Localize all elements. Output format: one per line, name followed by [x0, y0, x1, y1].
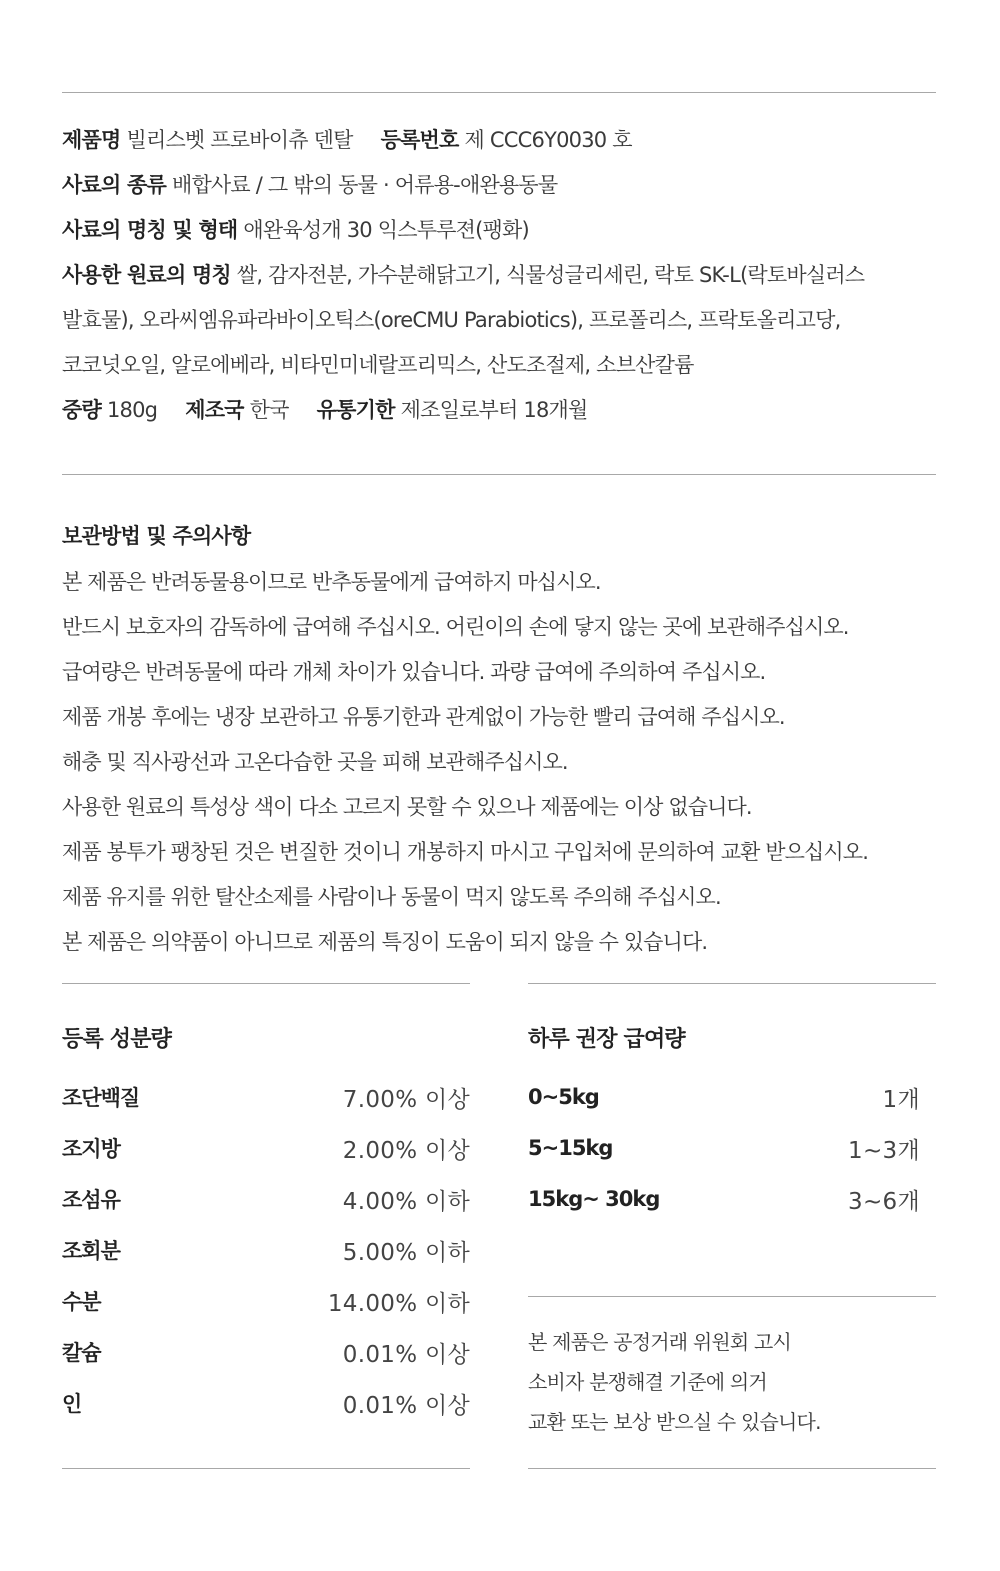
feeding-row: [528, 1182, 920, 1216]
reg-no-label: 등록번호: [380, 128, 459, 152]
nutrient-value: 14.00% 이하: [327, 1290, 470, 1317]
feed-name-label: 사료의 명칭 및 형태: [62, 218, 238, 242]
feed-type-line: [62, 169, 557, 199]
divider-notice-top: [528, 1296, 936, 1297]
nutrient-row: [62, 1335, 470, 1369]
nutrient-row: [62, 1131, 470, 1165]
nutrient-value: 2.00% 이상: [342, 1137, 470, 1164]
storage-title: 보관방법 및 주의사항: [62, 524, 251, 548]
nutrient-row: [62, 1386, 470, 1420]
storage-line: 사용한 원료의 특성상 색이 다소 고르지 못할 수 있으나 제품에는 이상 없습니다.: [62, 795, 752, 819]
storage-line: 급여량은 반려동물에 따라 개체 차이가 있습니다. 과량 급여에 주의하여 주십시오.: [62, 660, 766, 684]
storage-line: 해충 및 직사광선과 고온다습한 곳을 피해 보관해주십시오.: [62, 750, 568, 774]
reg-no-value: 제 CCC6Y0030 호: [464, 128, 632, 152]
country-label: 제조국: [185, 398, 244, 422]
nutrient-name: 조회분: [62, 1239, 120, 1263]
feeding-weight: 15kg~ 30kg: [528, 1187, 660, 1211]
ingredients-label: 사용한 원료의 명칭: [62, 263, 231, 287]
nutrient-name: 조섬유: [62, 1188, 120, 1212]
storage-line: 제품 봉투가 팽창된 것은 변질한 것이니 개봉하지 마시고 구입처에 문의하여 교환 받으십시오.: [62, 840, 868, 864]
divider-nutrients-bottom: [62, 1468, 470, 1469]
feed-type-value: 배합사료 / 그 밖의 동물 · 어류용-애완용동물: [171, 173, 558, 197]
nutrient-row: [62, 1182, 470, 1216]
nutrient-value: 4.00% 이하: [342, 1188, 470, 1215]
storage-line: 본 제품은 의약품이 아니므로 제품의 특징이 도움이 되지 않을 수 있습니다.: [62, 930, 708, 954]
feeding-weight: 5~15kg: [528, 1136, 613, 1160]
feeding-amount: 3~6개: [848, 1188, 920, 1215]
nutrients-title: 등록 성분량: [62, 1027, 172, 1052]
nutrient-value: 0.01% 이상: [342, 1341, 470, 1368]
weight-value: 180g: [106, 398, 158, 422]
notice-line: 교환 또는 보상 받으실 수 있습니다.: [528, 1410, 821, 1434]
weight-label: 중량: [62, 398, 101, 422]
storage-line: 제품 유지를 위한 탈산소제를 사람이나 동물이 먹지 않도록 주의해 주십시오.: [62, 885, 721, 909]
notice-line: 본 제품은 공정거래 위원회 고시: [528, 1330, 791, 1354]
notice-line: 소비자 분쟁해결 기준에 의거: [528, 1370, 767, 1394]
feeding-row: [528, 1131, 920, 1165]
feed-type-label: 사료의 종류: [62, 173, 166, 197]
nutrient-name: 조단백질: [62, 1086, 140, 1110]
expiry-label: 유통기한: [316, 398, 395, 422]
product-name-label: 제품명: [62, 128, 121, 152]
ingredients-line-2: [62, 304, 840, 334]
feeding-title: 하루 권장 급여량: [528, 1027, 685, 1052]
storage-line: 제품 개봉 후에는 냉장 보관하고 유통기한과 관계없이 가능한 빨리 급여해 주십시오.: [62, 705, 785, 729]
nutrient-row: [62, 1233, 470, 1267]
nutrient-name: 칼슘: [62, 1341, 101, 1365]
feed-name-value: 애완육성개 30 익스투루젼(팽화): [243, 218, 529, 242]
nutrient-name: 인: [62, 1392, 82, 1416]
expiry-value: 제조일로부터 18개월: [400, 398, 588, 422]
feeding-weight: 0~5kg: [528, 1085, 599, 1109]
feeding-amount: 1개: [882, 1086, 920, 1113]
ingredients-text-3: 코코넛오일, 알로에베라, 비타민미네랄프리믹스, 산도조절제, 소브산칼륨: [62, 353, 694, 377]
divider-nutrients-top: [62, 983, 470, 984]
divider-notice-bottom: [528, 1468, 936, 1469]
ingredients-text-2: 발효물), 오라씨엠유파라바이오틱스(oreCMU Parabiotics), 프로폴리스, 프락토올리고당,: [62, 308, 841, 332]
nutrient-value: 0.01% 이상: [342, 1392, 470, 1419]
country-value: 한국: [249, 398, 289, 422]
product-name-line: [62, 124, 632, 154]
nutrient-value: 7.00% 이상: [342, 1086, 470, 1113]
storage-line: 본 제품은 반려동물용이므로 반추동물에게 급여하지 마십시오.: [62, 570, 601, 594]
feeding-amount: 1~3개: [848, 1137, 920, 1164]
weight-line: [62, 394, 588, 424]
nutrient-row: [62, 1284, 470, 1318]
product-name-value: 빌리스벳 프로바이츄 덴탈: [126, 128, 353, 152]
feed-name-line: [62, 214, 529, 244]
divider-top: [62, 92, 936, 93]
ingredients-line-1: [62, 259, 864, 289]
nutrient-name: 수분: [62, 1290, 101, 1314]
nutrient-row: [62, 1080, 470, 1114]
nutrient-value: 5.00% 이하: [342, 1239, 470, 1266]
nutrient-name: 조지방: [62, 1137, 120, 1161]
divider-info-bottom: [62, 474, 936, 475]
feeding-row: [528, 1080, 920, 1114]
ingredients-text-1: 쌀, 감자전분, 가수분해닭고기, 식물성글리세린, 락토 SK-L(락토바실러스: [236, 263, 865, 287]
storage-line: 반드시 보호자의 감독하에 급여해 주십시오. 어린이의 손에 닿지 않는 곳에 보관해주십시오.: [62, 615, 849, 639]
divider-feeding-top: [528, 983, 936, 984]
ingredients-line-3: [62, 349, 694, 379]
